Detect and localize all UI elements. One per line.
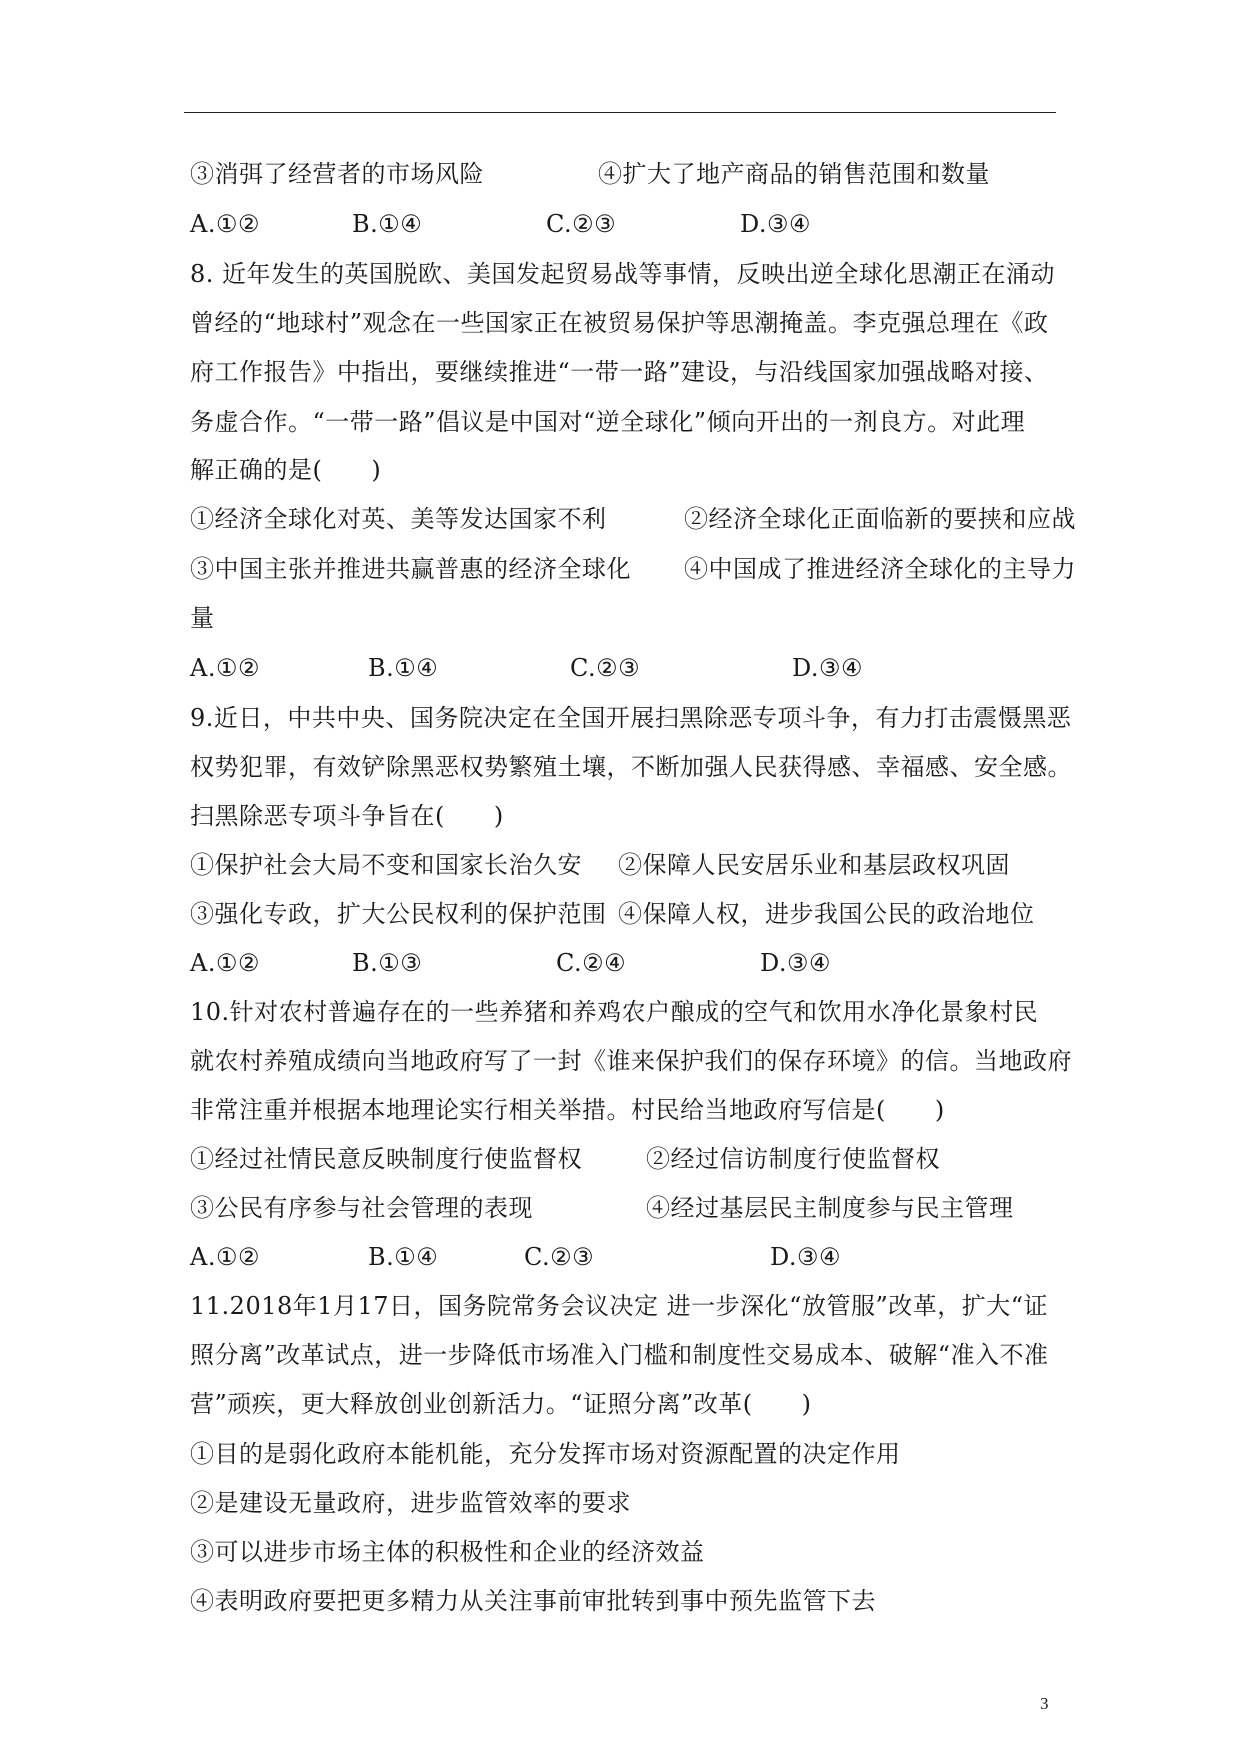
q8-stem-line: 务虚合作。“一带一路”倡议是中国对“逆全球化”倾向开出的一剂良方。对此理 (190, 408, 1026, 436)
q9-option-c: C.②④ (556, 949, 627, 977)
q10-option-c: C.②③ (524, 1243, 595, 1271)
q7-option-c: C.②③ (546, 210, 617, 238)
q11-stem-line: 11.2018年1月17日，国务院常务会议决定 进一步深化“放管服”改革，扩大“证 (190, 1292, 1048, 1320)
q11-statement-1: ①目的是弱化政府本能机能，充分发挥市场对资源配置的决定作用 (190, 1440, 901, 1468)
q11-stem-line: 营”顽疾，更大释放创业创新活力。“证照分离”改革( ) (190, 1390, 812, 1418)
page-number: 3 (1040, 1694, 1049, 1713)
q9-statement-3: ③强化专政，扩大公民权利的保护范围 (190, 900, 607, 928)
q8-statement-4-continued: 量 (190, 604, 215, 632)
header-rule (184, 112, 1056, 113)
q8-option-c: C.②③ (570, 654, 641, 682)
q10-option-a: A.①② (190, 1243, 260, 1271)
q8-stem-line: 解正确的是( ) (190, 456, 382, 484)
q10-option-b: B.①④ (368, 1243, 439, 1271)
q9-option-b: B.①③ (352, 949, 423, 977)
q10-statement-4: ④经过基层民主制度参与民主管理 (646, 1194, 1014, 1222)
q9-statement-1: ①保护社会大局不变和国家长治久安 (190, 851, 582, 879)
q8-statement-2: ②经济全球化正面临新的要挟和应战 (684, 505, 1076, 533)
q8-option-a: A.①② (190, 654, 260, 682)
q7-option-b: B.①④ (352, 210, 423, 238)
q11-stem-line: 照分离”改革试点，进一步降低市场准入门槛和制度性交易成本、破解“准入不准 (190, 1341, 1049, 1369)
q11-statement-3: ③可以进步市场主体的积极性和企业的经济效益 (190, 1538, 705, 1566)
q10-statement-3: ③公民有序参与社会管理的表现 (190, 1194, 533, 1222)
q8-stem-line: 府工作报告》中指出，要继续推进“一带一路”建设，与沿线国家加强战略对接、 (190, 358, 1049, 386)
q7-option-a: A.①② (190, 210, 260, 238)
q8-statement-3: ③中国主张并推进共赢普惠的经济全球化 (190, 555, 631, 583)
q8-option-d: D.③④ (792, 654, 864, 682)
q9-option-a: A.①② (190, 949, 260, 977)
q10-option-d: D.③④ (770, 1243, 842, 1271)
q8-stem-line: 8. 近年发生的英国脱欧、美国发起贸易战等事情，反映出逆全球化思潮正在涌动 (190, 260, 1056, 288)
q10-stem-line: 就农村养殖成绩向当地政府写了一封《谁来保护我们的保存环境》的信。当地政府 (190, 1047, 1072, 1075)
q10-stem-line: 非常注重并根据本地理论实行相关举措。村民给当地政府写信是( ) (190, 1096, 945, 1124)
q8-statement-4: ④中国成了推进经济全球化的主导力 (684, 555, 1076, 583)
q9-statement-4: ④保障人权，进步我国公民的政治地位 (618, 900, 1035, 928)
q7-statement-4: ④扩大了地产商品的销售范围和数量 (598, 160, 990, 188)
q7-option-d: D.③④ (740, 210, 812, 238)
q9-statement-2: ②保障人民安居乐业和基层政权巩固 (618, 851, 1010, 879)
q11-statement-2: ②是建设无量政府，进步监管效率的要求 (190, 1489, 631, 1517)
q10-statement-2: ②经过信访制度行使监督权 (646, 1145, 940, 1173)
q9-stem-line: 9.近日，中共中央、国务院决定在全国开展扫黑除恶专项斗争，有力打击震慑黑恶 (190, 704, 1072, 732)
q7-statement-3: ③消弭了经营者的市场风险 (190, 160, 484, 188)
q8-stem-line: 曾经的“地球村”观念在一些国家正在被贸易保护等思潮掩盖。李克强总理在《政 (190, 309, 1049, 337)
q9-stem-line: 扫黑除恶专项斗争旨在( ) (190, 802, 504, 830)
q10-stem-line: 10.针对农村普遍存在的一些养猪和养鸡农户酿成的空气和饮用水净化景象村民 (190, 998, 1039, 1026)
q8-statement-1: ①经济全球化对英、美等发达国家不利 (190, 505, 607, 533)
q10-statement-1: ①经过社情民意反映制度行使监督权 (190, 1145, 582, 1173)
q11-statement-4: ④表明政府要把更多精力从关注事前审批转到事中预先监管下去 (190, 1587, 876, 1615)
q8-option-b: B.①④ (368, 654, 439, 682)
q9-option-d: D.③④ (760, 949, 832, 977)
q9-stem-line: 权势犯罪，有效铲除黑恶权势繁殖土壤，不断加强人民获得感、幸福感、安全感。 (190, 753, 1072, 781)
